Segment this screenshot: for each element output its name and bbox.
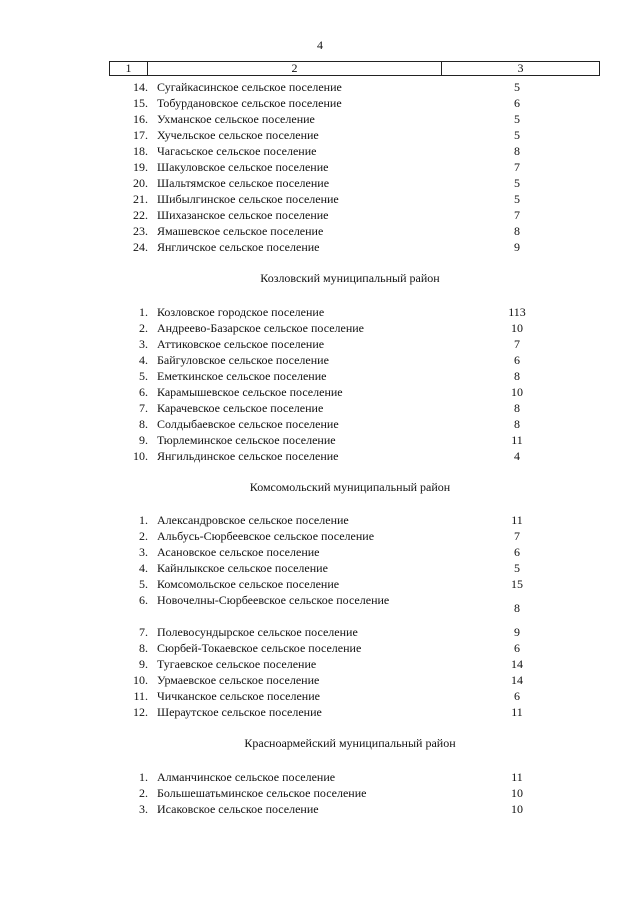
seat-count: 5 bbox=[514, 176, 520, 190]
settlement-name: Шальтямское сельское поселение bbox=[157, 176, 330, 190]
seat-count: 7 bbox=[514, 160, 520, 174]
settlement-name: Полевосундырское сельское поселение bbox=[157, 625, 358, 639]
settlement-name: Урмаевское сельское поселение bbox=[157, 673, 320, 687]
row-number: 15. bbox=[133, 96, 148, 110]
row-number: 8. bbox=[139, 641, 148, 655]
settlement-name: Большешатьминское сельское поселение bbox=[157, 786, 367, 800]
settlement-name: Чагасьское сельское поселение bbox=[157, 144, 317, 158]
settlement-name: Кайнлыкское сельское поселение bbox=[157, 561, 328, 575]
table-row bbox=[0, 175, 640, 191]
table-row bbox=[0, 352, 640, 368]
row-number: 3. bbox=[139, 545, 148, 559]
table-row bbox=[0, 769, 640, 785]
seat-count: 5 bbox=[514, 80, 520, 94]
table-row bbox=[0, 448, 640, 464]
district-title: Комсомольский муниципальный район bbox=[249, 480, 451, 494]
seat-count: 14 bbox=[511, 673, 523, 687]
row-number: 4. bbox=[139, 561, 148, 575]
seat-count: 4 bbox=[514, 449, 520, 463]
seat-count: 5 bbox=[514, 112, 520, 126]
row-number: 10. bbox=[133, 449, 148, 463]
seat-count: 8 bbox=[514, 369, 520, 383]
table-row bbox=[0, 223, 640, 239]
row-number: 1. bbox=[139, 770, 148, 784]
settlement-name: Козловское городское поселение bbox=[157, 305, 325, 319]
row-number: 16. bbox=[133, 112, 148, 126]
district-title: Красноармейский муниципальный район bbox=[244, 736, 456, 750]
seat-count: 5 bbox=[514, 128, 520, 142]
table-row bbox=[0, 384, 640, 400]
seat-count: 8 bbox=[514, 601, 520, 615]
seat-count: 6 bbox=[514, 689, 520, 703]
table-row bbox=[0, 801, 640, 817]
table-row bbox=[0, 336, 640, 352]
row-number: 20. bbox=[133, 176, 148, 190]
table-row bbox=[0, 95, 640, 111]
row-number: 2. bbox=[139, 786, 148, 800]
row-number: 21. bbox=[133, 192, 148, 206]
seat-count: 10 bbox=[511, 385, 523, 399]
seat-count: 6 bbox=[514, 641, 520, 655]
seat-count: 6 bbox=[514, 96, 520, 110]
settlement-name: Андреево-Базарское сельское поселение bbox=[157, 321, 365, 335]
row-number: 22. bbox=[133, 208, 148, 222]
settlement-name: Асановское сельское поселение bbox=[157, 545, 320, 559]
table-row bbox=[0, 207, 640, 223]
row-number: 8. bbox=[139, 417, 148, 431]
table-row bbox=[0, 320, 640, 336]
seat-count: 15 bbox=[511, 577, 523, 591]
table-row bbox=[0, 79, 640, 95]
table-row bbox=[0, 640, 640, 656]
settlement-name: Тобурдановское сельское поселение bbox=[157, 96, 342, 110]
seat-count: 5 bbox=[514, 192, 520, 206]
table-row bbox=[0, 127, 640, 143]
settlement-name: Сюрбей-Токаевское сельское поселение bbox=[157, 641, 362, 655]
table-row bbox=[0, 111, 640, 127]
row-number: 4. bbox=[139, 353, 148, 367]
settlement-name: Еметкинское сельское поселение bbox=[157, 369, 327, 383]
seat-count: 10 bbox=[511, 786, 523, 800]
row-number: 9. bbox=[139, 433, 148, 447]
table-row bbox=[0, 400, 640, 416]
settlement-name: Хучельское сельское поселение bbox=[157, 128, 319, 142]
row-number: 19. bbox=[133, 160, 148, 174]
settlement-name: Чичканское сельское поселение bbox=[157, 689, 320, 703]
page-number: 4 bbox=[317, 38, 323, 52]
seat-count: 9 bbox=[514, 625, 520, 639]
seat-count: 9 bbox=[514, 240, 520, 254]
row-number: 17. bbox=[133, 128, 148, 142]
seat-count: 8 bbox=[514, 224, 520, 238]
table-row bbox=[0, 159, 640, 175]
seat-count: 8 bbox=[514, 401, 520, 415]
row-number: 1. bbox=[139, 305, 148, 319]
settlement-name: Солдыбаевское сельское поселение bbox=[157, 417, 339, 431]
row-number: 10. bbox=[133, 673, 148, 687]
row-number: 2. bbox=[139, 321, 148, 335]
row-number: 24. bbox=[133, 240, 148, 254]
settlement-name: Тюрлеминское сельское поселение bbox=[157, 433, 336, 447]
settlement-name: Шераутское сельское поселение bbox=[157, 705, 322, 719]
settlement-name: Карамышевское сельское поселение bbox=[157, 385, 343, 399]
table-row bbox=[0, 576, 640, 592]
seat-count: 10 bbox=[511, 321, 523, 335]
settlement-name: Алманчинское сельское поселение bbox=[157, 770, 336, 784]
seat-count: 14 bbox=[511, 657, 523, 671]
settlement-name: Шакуловское сельское поселение bbox=[157, 160, 329, 174]
settlement-name: Шихазанское сельское поселение bbox=[157, 208, 329, 222]
table-row bbox=[0, 624, 640, 640]
table-row bbox=[0, 704, 640, 720]
settlement-name: Исаковское сельское поселение bbox=[157, 802, 319, 816]
table-row bbox=[0, 656, 640, 672]
row-number: 5. bbox=[139, 369, 148, 383]
seat-count: 8 bbox=[514, 417, 520, 431]
table-row bbox=[0, 672, 640, 688]
header-col-3: 3 bbox=[442, 62, 600, 76]
seat-count: 6 bbox=[514, 545, 520, 559]
row-number: 12. bbox=[133, 705, 148, 719]
settlement-name: Карачевское сельское поселение bbox=[157, 401, 324, 415]
table-row bbox=[0, 416, 640, 432]
row-number: 7. bbox=[139, 401, 148, 415]
row-number: 11. bbox=[133, 689, 148, 703]
table-row bbox=[0, 560, 640, 576]
header-col-1: 1 bbox=[110, 62, 148, 76]
settlement-name: Аттиковское сельское поселение bbox=[157, 337, 325, 351]
table-row bbox=[0, 304, 640, 320]
row-number: 9. bbox=[139, 657, 148, 671]
settlement-name: Александровское сельское поселение bbox=[157, 513, 349, 527]
table-header bbox=[109, 61, 600, 76]
settlement-name: Сугайкасинское сельское поселение bbox=[157, 80, 342, 94]
seat-count: 11 bbox=[511, 433, 523, 447]
seat-count: 6 bbox=[514, 353, 520, 367]
table-row bbox=[0, 432, 640, 448]
row-number: 3. bbox=[139, 802, 148, 816]
table-row bbox=[0, 191, 640, 207]
table-row bbox=[0, 143, 640, 159]
table-row bbox=[0, 592, 640, 624]
settlement-name: Ямашевское сельское поселение bbox=[157, 224, 324, 238]
seat-count: 10 bbox=[511, 802, 523, 816]
table-row bbox=[0, 368, 640, 384]
table-row bbox=[0, 239, 640, 255]
row-number: 14. bbox=[133, 80, 148, 94]
seat-count: 7 bbox=[514, 529, 520, 543]
row-number: 2. bbox=[139, 529, 148, 543]
settlement-name: Ухманское сельское поселение bbox=[157, 112, 315, 126]
row-number: 18. bbox=[133, 144, 148, 158]
table-row bbox=[0, 544, 640, 560]
seat-count: 7 bbox=[514, 208, 520, 222]
row-number: 7. bbox=[139, 625, 148, 639]
row-number: 5. bbox=[139, 577, 148, 591]
district-title: Козловский муниципальный район bbox=[260, 271, 440, 285]
row-number: 6. bbox=[139, 593, 148, 607]
seat-count: 113 bbox=[508, 305, 526, 319]
row-number: 23. bbox=[133, 224, 148, 238]
settlement-name: Янгильдинское сельское поселение bbox=[157, 449, 339, 463]
settlement-name: Тугаевское сельское поселение bbox=[157, 657, 317, 671]
settlement-name: Байгуловское сельское поселение bbox=[157, 353, 329, 367]
seat-count: 11 bbox=[511, 770, 523, 784]
table-row bbox=[0, 785, 640, 801]
settlement-name: Альбусь-Сюрбеевское сельское поселение bbox=[157, 529, 375, 543]
settlement-name: Новочелны-Сюрбеевское сельское поселение bbox=[157, 593, 390, 607]
seat-count: 11 bbox=[511, 513, 523, 527]
table-row bbox=[0, 528, 640, 544]
settlement-name: Янгличское сельское поселение bbox=[157, 240, 320, 254]
table-row bbox=[0, 688, 640, 704]
header-col-2: 2 bbox=[148, 62, 442, 76]
seat-count: 5 bbox=[514, 561, 520, 575]
row-number: 6. bbox=[139, 385, 148, 399]
seat-count: 7 bbox=[514, 337, 520, 351]
row-number: 3. bbox=[139, 337, 148, 351]
row-number: 1. bbox=[139, 513, 148, 527]
table-row bbox=[0, 512, 640, 528]
settlement-name: Комсомольское сельское поселение bbox=[157, 577, 340, 591]
seat-count: 8 bbox=[514, 144, 520, 158]
seat-count: 11 bbox=[511, 705, 523, 719]
settlement-name: Шибылгинское сельское поселение bbox=[157, 192, 339, 206]
